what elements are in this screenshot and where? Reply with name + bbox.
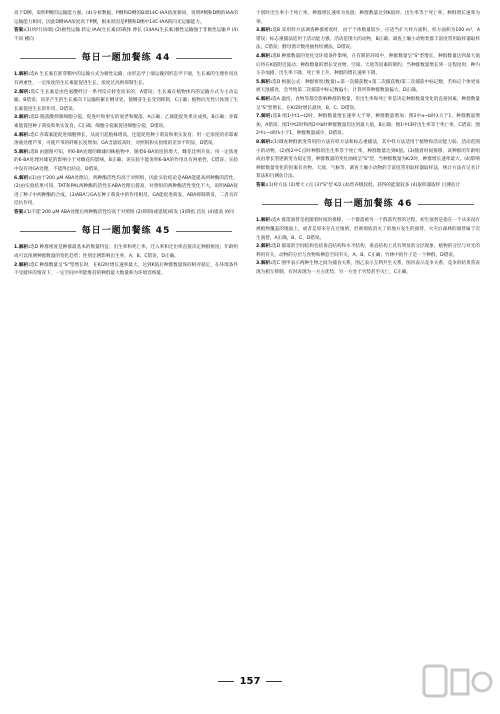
- paragraph-text: 选C 图甲表示两种生物之间为捕食关系，图乙表示互利共生关系，图丙表示竞争关系，竞争的结果常表现为相互抑制，有时表现为一方占优势，另一方处于劣势甚至灭亡，C正确。: [256, 261, 480, 276]
- paragraph-label: 5.解析:: [256, 79, 273, 85]
- explanation-paragraph: [14, 262, 238, 279]
- left-top-block: [14, 10, 238, 44]
- paragraph-label: 3.解析:: [256, 28, 273, 34]
- paragraph-text: 选A 群落演替是指随着时间的推移，一个群落被另一个群落代替的过程，初生演替是指在一个从来没有被植物覆盖的地面上，或者是原来存在过植被，但被彻底消灭了的地方发生的演替，火灾后森林的演替属于次生演替，A正确，B、C、D错误。: [256, 218, 481, 241]
- explanation-paragraph: [256, 243, 480, 260]
- paragraph-text: 选D 根据公式：种群密度(数量)=第一次捕获数×第二次捕获数/第二次捕获中标记数，若标记个体更易被天敌捕食，会导致第二次捕获中标记数偏小，计算所得种群数量偏大，D正确。: [256, 79, 481, 94]
- header-rule-left: [20, 58, 76, 59]
- paragraph-label: 6.解析:: [14, 175, 31, 181]
- explanation-paragraph: [256, 113, 480, 139]
- header-rule-left: [262, 204, 318, 205]
- paragraph-text: 选C 生长素是由色氨酸经过一系列反应转变而来的，A错误；生长素在植物体内的运输方式为主动运输，B错误；顶芽产生的生长素向下运输积累在侧芽处，使侧芽生长受到抑制，C正确；植物向光性只体现了生长素促进生长的作用，D错误。: [14, 89, 238, 112]
- paragraph-label: 答案:: [256, 182, 268, 188]
- explanation-paragraph: [14, 71, 238, 88]
- paragraph-label: 6.解析:: [256, 96, 273, 102]
- paragraph-text: (1)不能 200 μM ABA处理后两种酶活性均高于对照组 (2)抑制(或延缓)萌发 (3)降低 拮抗 (4)提高 协同: [25, 209, 234, 215]
- page-number-text: 157: [239, 676, 261, 687]
- paragraph-text: 选A 温度、食物等都会影响种群的数量，但出生率和死亡率是决定种群数量变化的直接因素，种群数量呈"S"型增长，在K/2时增长最快，B、C、D错误。: [256, 96, 481, 111]
- paragraph-text: 选D 种群密度是种群最基本的数量特征；出生率和死亡率、迁入率和迁出率直接决定种群密度；年龄组成可以预测种群数量的变化趋势；性别比例影响出生率，A、B、C错误，D正确。: [14, 245, 238, 260]
- paragraph-text: 选B 采用样方法调查种群密度时，由于个体数量较少，应适当扩大样方面积，样方面积为100 m²，A错误；标志重捕法适用于活动能力强、活动范围大的动物，B正确；调查土壤小动物类群丰富度常用取样器取样法，C错误；酵母菌计数用抽样检测法，D错误。: [256, 28, 480, 51]
- explanation-paragraph: [256, 217, 480, 243]
- page-number-dash-left: [218, 681, 234, 682]
- paragraph-label: 2.解析:: [256, 244, 273, 250]
- paragraph-label: 4.解析:: [14, 132, 31, 138]
- paragraph-text: 个别时出生率小于死亡率，种群增长速率为负值；种群数量达到K值时，出生率等于死亡率，种群增长速率为零。: [256, 11, 480, 25]
- section-body: [256, 217, 480, 277]
- paragraph-text: 选D 群落的空间结构包括垂直结构和水平结构，垂直结构上具有明显的分层现象，植物的分层与对光的利用有关，动物的分层与食物和栖息空间有关，A、B、C正确；竹林中的竹子是一个种群，D错误。: [256, 244, 480, 258]
- answer-paragraph: [14, 27, 238, 44]
- paragraph-label: 8.解析:: [256, 139, 273, 145]
- paragraph-label: 3.解析:: [256, 261, 273, 267]
- paragraph-text: (1)由于200 μM ABA处理后，两种酶活性均高于对照组，因此实验结论是ABA能提高两种酶的活性。(2)由实验结果可知，TAT和PAL两种酶的活性在ABA处理后提高，对照组的两种酶活性变化不大，说明ABA促进了种子中两种酶的合成。(3)ABA与GA在种子萌发中的作用相反，GA能促进萌发，ABA抑制萌发，二者具有拮抗作用。: [14, 175, 238, 207]
- paragraph-label: 4.解析:: [256, 53, 273, 59]
- explanation-paragraph: [256, 96, 480, 113]
- explanation-paragraph: [14, 175, 238, 209]
- section-body: [14, 71, 238, 217]
- answer-paragraph: [256, 182, 480, 191]
- explanation-paragraph: [256, 53, 480, 79]
- paragraph-label: 1.解析:: [256, 218, 273, 224]
- paragraph-text: 选C 赤霉素能促进细胞伸长，从而引起植株增高，还能促进种子萌发和果实发育；用一定浓度的赤霉素溶液处理芦苇，可使芦苇的纤维长度增加；GA含量较高时，对照组和实验组的差异不明显，D错误。: [14, 132, 238, 147]
- explanation-paragraph: [14, 132, 238, 149]
- section-title: 每日一题加餐练 46: [323, 199, 413, 210]
- paragraph-text: 选D 脱落酸抑制细胞分裂，促进叶和果实的衰老和脱落，A正确；乙烯能促进果实成熟，B正确；赤霉素能促进种子萌发和果实发育，C正确；细胞分裂素促进细胞分裂，D错误。: [14, 115, 239, 129]
- section-header: [14, 48, 238, 68]
- paragraph-label: 2.解析:: [14, 262, 31, 268]
- watermark-logo-icon: [422, 660, 494, 704]
- explanation-paragraph: [14, 89, 238, 115]
- explanation-paragraph: [14, 114, 238, 131]
- paragraph-label: 1.解析:: [14, 72, 31, 78]
- page-number-dash-right: [266, 681, 282, 682]
- explanation-paragraph: [256, 260, 480, 277]
- right-column: [256, 10, 480, 278]
- answer-paragraph: [14, 209, 238, 218]
- paragraph-text: 选C 种群数量呈"S"型增长时，在K/2时增长速率最大，达到K值后种群数量保持相对稳定，在环境条件不受破坏的情况下，一定空间中所能维持的种群最大数量称为环境容纳量。: [14, 262, 238, 277]
- section-body: [14, 244, 238, 278]
- paragraph-label: 1.解析:: [14, 245, 31, 251]
- paragraph-text: (1)调查种群密度常用的方法有样方法和标志重捕法，其中样方法适用于植物和活动能力弱、活动范围小的动物。(2)图2中C点时种群的出生率等于死亡率，种群数量达到K值。(3)随着时间推移，该种群的年龄组成由增长型逐渐变为稳定型，种群数量的变化曲线呈"S"型，当种群数量为K/2时，种群增长速率最大。(4)影响种群数量变化的因素有食物、天敌、气候等，调查土壤小动物的丰富度常用取样器取样法，统计方法有记名计算法和目测估计法。: [256, 139, 481, 180]
- header-rule-left: [20, 231, 76, 232]
- left-column: [14, 10, 238, 279]
- section-title: 每日一题加餐练 45: [81, 226, 171, 237]
- explanation-paragraph: [14, 149, 238, 175]
- section-header: [256, 194, 480, 214]
- section-header: [14, 221, 238, 241]
- paragraph-label: 答案:: [14, 209, 26, 215]
- explanation-paragraph: [256, 27, 480, 53]
- header-rule-right: [176, 231, 232, 232]
- explanation-paragraph: [256, 10, 480, 27]
- paragraph-text: 选B 种群数量的变化受环境条件影响，在有限的环境中，种群数量呈"S"型增长，种群数量达到最大值后将在K值附近波动；种群数量的增长受食物、空间、天敌等因素的制约，当种群数量增长到一定程度时，种内斗争加剧，出生率下降，死亡率上升，种群的增长速率下降。: [256, 53, 480, 77]
- section-title: 每日一题加餐练 44: [81, 53, 171, 64]
- paragraph-text: (1)幼叶(顶端) (2)极性运输 转运 IAA(生长素)的载体 伸长 (3)IAA(生长素)极性运输强于非极性运输 P (4)不同 横向: [14, 28, 239, 42]
- paragraph-text: 高于D侧，说明P侧的运输能力强。(4)分析数据，P侧和D侧的B端14C-IAA浓度相同，说明P侧和D侧的IAA的运输能力相同，因此D侧IAA浓度高于P侧，根本原因是P侧和D侧中14C-IAA的向光运输能力。: [14, 11, 238, 25]
- paragraph-label: 5.解析:: [14, 149, 31, 155]
- paragraph-text: (1)样方法 (2)增大 c点 (3)"S"型 K/2 (4)营养级较低，获得的能量较多 (4)取样器取样 目测估计: [267, 182, 461, 188]
- paragraph-text: 选B 图1中t1~t2时，种群数量增长速率大于零，种群数量增加；图2中a~b时λ大于1，种群数量增加，A错误；图1中t2时和图2中b时种群数量均达到最大值，B正确；图1中t3时出生率等于死亡率，C错误；图2中c~d时λ小于1，种群数量减少，D错误。: [256, 114, 481, 137]
- paragraph-label: 2.解析:: [14, 89, 31, 95]
- paragraph-text: 选A 生长素在胚芽鞘中的运输方式为极性运输，由形态学上端运输到形态学下端，生长素的生理作用具有两重性，一定浓度的生长素能促进生长，浓度过高则抑制生长。: [14, 72, 239, 86]
- explanation-paragraph: [256, 139, 480, 182]
- paragraph-label: 答案:: [14, 28, 26, 34]
- header-rule-right: [176, 58, 232, 59]
- paragraph-text: 选B 由题图可知，用6-BA处理的雌雄同株植物中，随着6-BA浓度的增大，雌花比例升高；用一定浓度的6-BA处理对雄花的影响小于对雌花的影响，B正确；该实验不能说明6-BA的作用具有两重性，C错误；实验中没有用GA处理，不能得出结论，D错误。: [14, 149, 238, 172]
- paragraph-label: 7.解析:: [256, 114, 273, 120]
- explanation-paragraph: [14, 10, 238, 27]
- explanation-paragraph: [256, 79, 480, 96]
- header-rule-right: [418, 204, 474, 205]
- right-top-block: [256, 10, 480, 190]
- paragraph-label: 3.解析:: [14, 115, 31, 121]
- explanation-paragraph: [14, 244, 238, 261]
